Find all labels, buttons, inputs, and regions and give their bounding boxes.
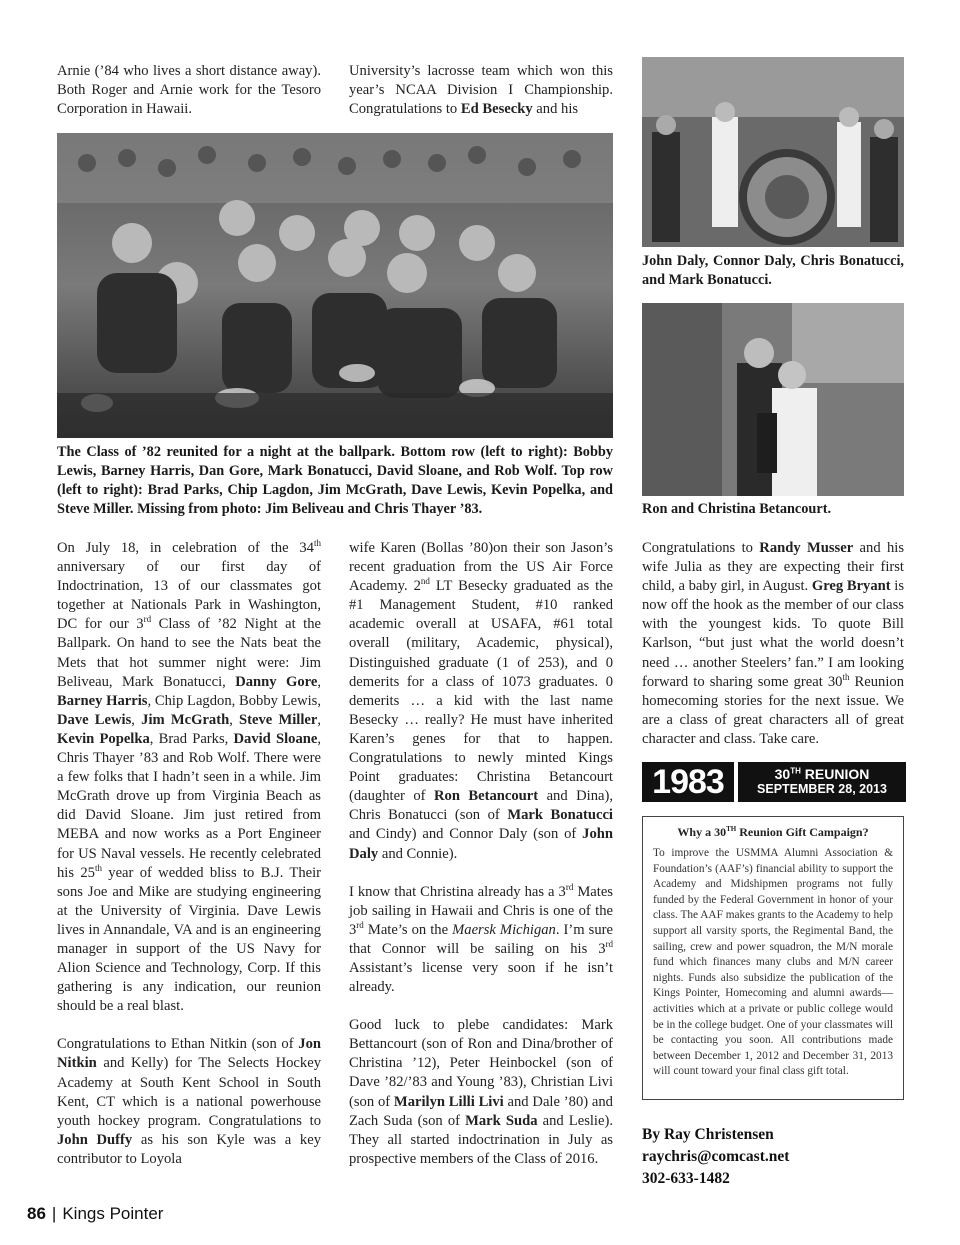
class-year-banner: 1983 [642,762,734,802]
page-number: 86 [27,1204,46,1223]
gift-campaign-title: Why a 30TH Reunion Gift Campaign? [677,825,869,839]
reunion-banner: 30TH REUNION SEPTEMBER 28, 2013 [738,762,906,802]
author-phone: 302-633-1482 [642,1170,730,1187]
body-column-3 [642,539,904,749]
page-footer: 86 | Kings Pointer [27,1204,164,1223]
paragraph-besecky: wife Karen (Bollas ’80)on their son Jason’s recent graduation from the US Air Force Academy. 2nd LT Besecky graduated as the #1 Management Student, #10 ranked academic overall at USAFA, #61 total overall (military, Academic, physical), Distinguished graduate (1 of 253), and 0 demerits for a class of 1073 graduates. 0 demerits … a kid with the last name Besecky … really? He must have inherited Karen’s genes for that to happen. Congratulations to newly minted Kings Point graduates: Christina Betancourt (daughter of Ron Betancourt and Dina), Chris Bonatucci (son of Mark Bonatucci and Cindy) and Connor Daly (son of John Daly and Connie). [349,540,613,862]
betancourt-caption: Ron and Christina Betancourt. [642,501,832,517]
publication-name: Kings Pointer [62,1204,164,1223]
paragraph-nationals-park: On July 18, in celebration of the 34th anniversary of our first day of Indoctrination, 13 of our classmates got together at Nationals Park in Washington, DC for our 3rd Class of ’82 Night at the Ballpark. On hand to see the Nats beat the Mets that hot summer night were: Jim Beliveau, Mark Bonatucci, Danny Gore, Barney Harris, Chip Lagdon, Bobby Lewis, Dave Lewis, Jim McGrath, Steve Miller, Kevin Popelka, Brad Parks, David Sloane, Chris Thayer ’83 and Rob Wolf. There were a few folks that I hadn’t seen in a while. Jim McGrath drove up from Virginia Beach as did David Sloane. Jim just retired from MEBA and now works as a Port Engineer for US Naval vessels. He recently celebrated his 25th year of wedded bliss to B.J. Their sons Joe and Mike are studying engineering at the University of Virginia. Dave Lewis lives in Annandale, VA and is an engineering manager in support of the US Navy for Alion Science and Technology, Corp. If this gathering is any indication, our reunion should be a real blast. [57,538,322,1015]
gift-campaign-box [642,816,904,1100]
author-byline [642,1124,789,1190]
ballpark-photo [57,133,613,438]
ceremony-photo [642,57,904,247]
author-name: By Ray Christensen [642,1126,774,1143]
ceremony-caption: John Daly, Connor Daly, Chris Bonatucci, and Mark Bonatucci. [642,253,904,288]
paragraph-musser: Congratulations to Randy Musser and his wife Julia as they are expecting their first child, a baby girl, in August. Greg Bryant is now off the hook as the member of our class with the youngest kids. To quote Bill Karlson, “but just what the world doesn’t need … another Steelers’ fan.” I am looking forward to sharing some great 30th Reunion homecoming stories for the next issue. We are a class of great characters all of great character and class. Take care. [642,540,905,747]
gift-campaign-body: To improve the USMMA Alumni Association & Foundation’s (AAF’s) financial ability to support the Academy and Midshipmen programs not fully funded by the Federal Government in honor of your class. The AAF makes grants to the Academy to help support all varsity sports, the Regimental Band, the sailing, crew and power squadron, the M/N morale fund which finances many clubs and M/N career nights. Funds also subsidize the publication of the Kings Pointer, Homecoming and alumni awards—activities which at a private or public college would be in the college budget. One of your classmates will be contacting you soon. All contributions made between December 1, 2012 and December 31, 2013 will count toward your final class gift total. [653,847,893,1078]
body-column-2 [349,539,613,1169]
ballpark-caption: The Class of ’82 reunited for a night at the ballpark. Bottom row (left to right): Bobby Lewis, Barney Harris, Dan Gore, Mark Bonatucci, David Sloane, and Rob Wolf. Top row (left to right): Brad Parks, Chip Lagdon, Jim McGrath, Dave Lewis, Kevin Popelka, and Steve Miller. Missing from photo: Jim Beliveau and Chris Thayer ’83. [57,444,613,517]
top-column-2: University’s lacrosse team which won this year’s NCAA Division I Championship. Congratulations to Ed Besecky and his [349,63,613,118]
paragraph-nitkin: Congratulations to Ethan Nitkin (son of Jon Nitkin and Kelly) for The Selects Hockey Academy at South Kent School in South Kent, CT which is a national powerhouse youth hockey program. Congratulations to John Duffy as his son Kyle was a key contributor to Loyola [57,1036,321,1167]
body-column-1 [57,539,321,1169]
top-column-1: Arnie (’84 who lives a short distance away). Both Roger and Arnie work for the Tesoro Corporation in Hawaii. [57,63,321,118]
paragraph-christina: I know that Christina already has a 3rd Mates job sailing in Hawaii and Chris is one of the 3rd Mate’s on the Maersk Michigan. I’m sure that Connor will be sailing on his 3rd Assistant’s license very soon if he isn’t already. [349,881,613,996]
paragraph-plebe-candidates: Good luck to plebe candidates: Mark Bettancourt (son of Ron and Dina/brother of Christina ’12), Peter Heinbockel (son of Dave ’82/’83 and Young ’83), Christian Livi (son of Marilyn Lilli Livi and Dale ’80) and Zach Suda (son of Mark Suda and Leslie). They all started indoctrination in July as prospective members of the Class of 2016. [349,1017,613,1167]
betancourt-photo [642,303,904,496]
author-email[interactable]: raychris@comcast.net [642,1148,790,1165]
